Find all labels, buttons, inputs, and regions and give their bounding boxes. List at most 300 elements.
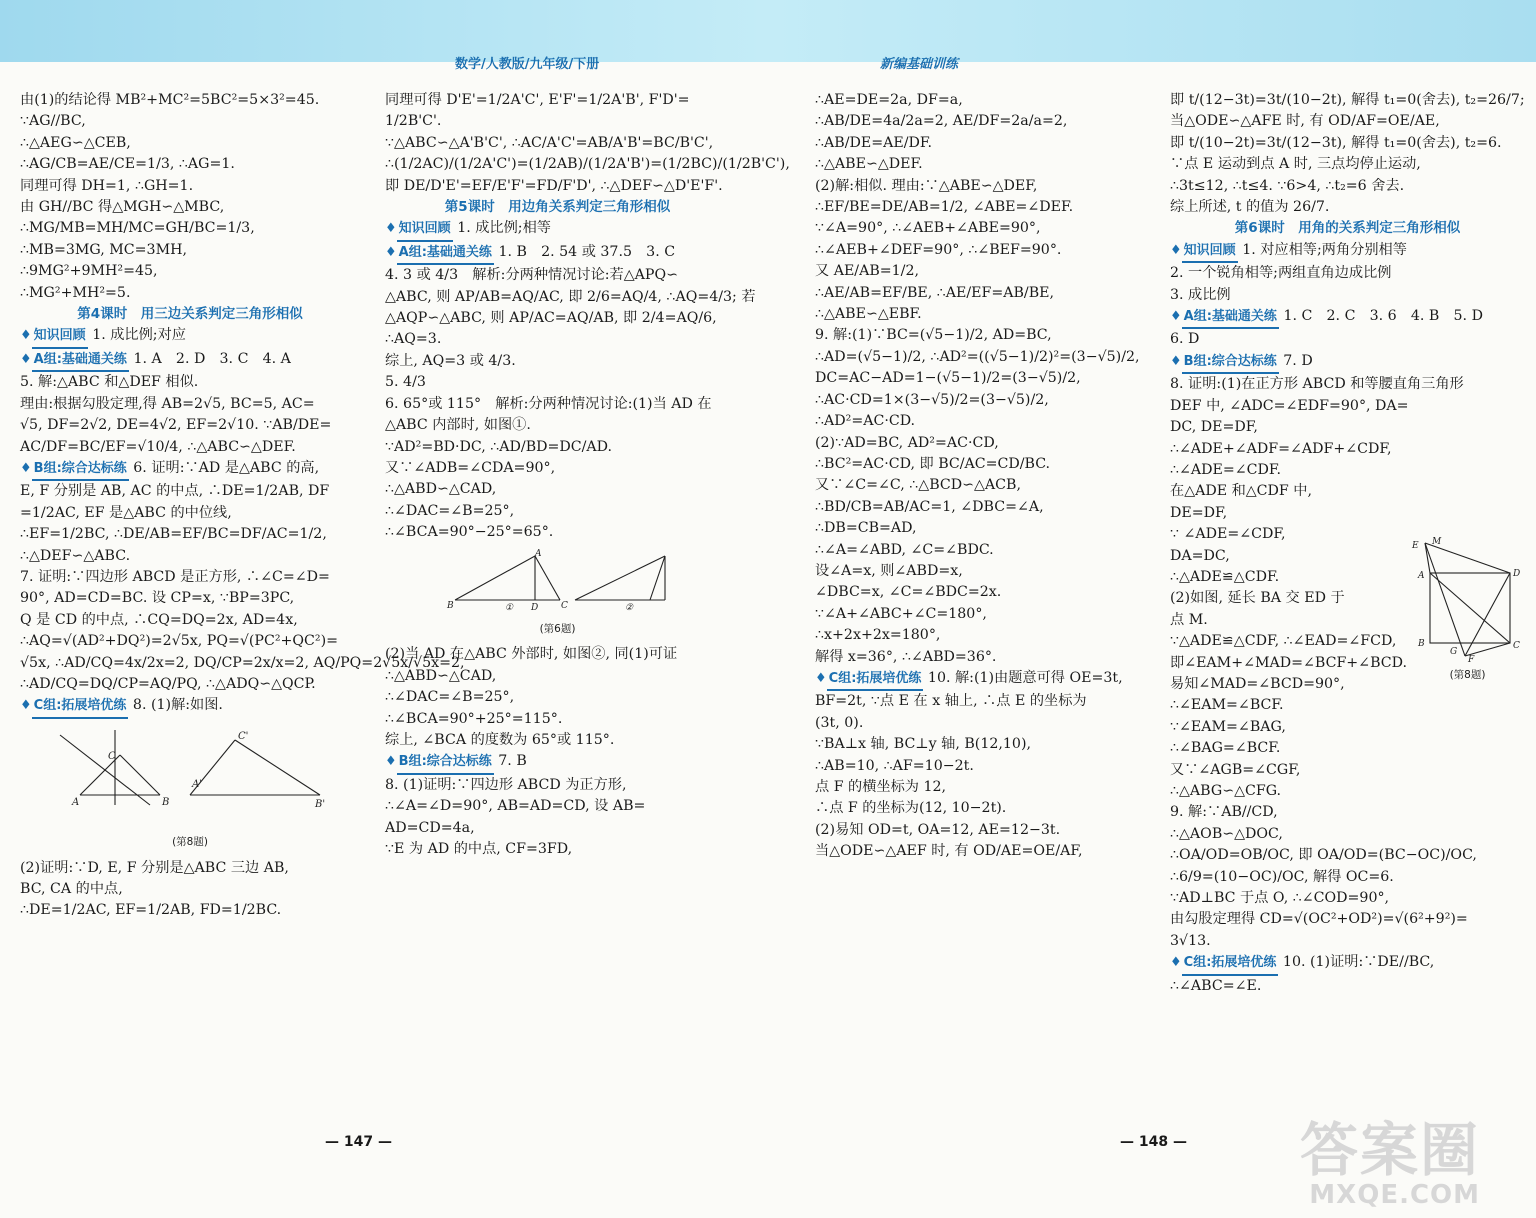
line-text: 1. 成比例;对应 <box>92 327 186 344</box>
line-text: (2)如图, 延长 BA 交 ED 于 <box>1170 590 1345 607</box>
section-tag-label: B组:综合达标练 <box>1182 351 1279 374</box>
line-text: 9. 解:∵AB//CD, <box>1170 804 1278 821</box>
figure-8b-svg <box>1410 538 1525 663</box>
col1b-line <box>20 524 360 545</box>
col3-line <box>815 197 1155 218</box>
col3-line <box>815 625 1155 646</box>
col2c-line <box>385 818 730 839</box>
line-text: 1. 对应相等;两角分别相等 <box>1242 241 1407 258</box>
col3-line <box>815 798 1155 819</box>
col4-line <box>1170 111 1525 132</box>
line-text: ∴点 F 的坐标为(12, 10−2t). <box>815 800 1007 817</box>
line-text: DEF 中, ∠ADC=∠EDF=90°, DA= <box>1170 397 1409 414</box>
col3-line <box>815 820 1155 841</box>
col4b-line <box>1170 481 1525 502</box>
column-3 <box>815 90 1155 863</box>
line-text: ∴△ABD∽△CAD, <box>385 481 497 498</box>
col2b-line <box>385 242 730 265</box>
line-text: ∴∠ABC=∠E. <box>1170 977 1262 994</box>
col3-line <box>815 347 1155 368</box>
col1-line: ∴MG/MB=MH/MC=GH/BC=1/3, <box>20 220 255 237</box>
line-text: ∴6/9=(10−OC)/OC, 解得 OC=6. <box>1170 868 1394 885</box>
col1-line: ∴MG²+MH²=5. <box>20 284 131 301</box>
col4b-line <box>1170 738 1525 759</box>
col2-line: 同理可得 D'E'=1/2A'C', E'F'=1/2A'B', F'D'= <box>385 92 690 108</box>
col4b-line <box>1170 417 1525 438</box>
line-text: 7. 证明:∵四边形 ABCD 是正方形, ∴∠C=∠D= <box>20 568 330 585</box>
fig6-label-2: D <box>531 602 539 613</box>
fig8b-label-2: A <box>1418 571 1425 581</box>
col4b-line <box>1170 306 1525 329</box>
line-text: 2. 一个锐角相等;两组直角边成比例 <box>1170 265 1392 282</box>
fig8b-label-3: D <box>1513 569 1521 579</box>
line-text: 8. (1)解:如图. <box>132 697 223 714</box>
col3-line <box>815 454 1155 475</box>
line-text: ∴3t≤12, ∴t≤4. ∵6>4, ∴t₂=6 舍去. <box>1170 177 1405 194</box>
col2-line: 1/2B'C'. <box>385 113 442 130</box>
section-tag-label: B组:综合达标练 <box>397 751 494 774</box>
col4b-line <box>1170 888 1525 909</box>
line-text: DA=DC, <box>1170 547 1230 564</box>
line-text: 5. 4/3 <box>385 374 426 391</box>
col1b-line <box>20 631 360 652</box>
figure-8-caption: (第8题) <box>172 836 208 849</box>
col3-line <box>815 304 1155 325</box>
line-text: ∴∠BCA=90°−25°=65°. <box>385 524 554 541</box>
col3-line <box>815 283 1155 304</box>
section-tag-label: C组:拓展培优练 <box>32 695 129 718</box>
col3-line <box>815 734 1155 755</box>
top-banner <box>0 0 1536 62</box>
line-text: 设∠A=x, 则∠ABD=x, <box>815 562 963 579</box>
line-text: 又∵∠AGB=∠CGF, <box>1170 761 1301 778</box>
col1b-line <box>20 588 360 609</box>
col1b-line <box>20 610 360 631</box>
col4b-line <box>1170 263 1525 284</box>
fig8b-label-4: B <box>1418 639 1425 649</box>
fig8b-label-1: M <box>1432 537 1442 547</box>
col3-line <box>815 841 1155 862</box>
line-text: (2)易知 OD=t, OA=12, AE=12−3t. <box>815 821 1061 838</box>
fig6-label-0: A <box>535 548 542 559</box>
col2b-line <box>385 308 730 329</box>
col3-line <box>815 561 1155 582</box>
col3-line <box>815 668 1155 691</box>
col2c-line <box>385 796 730 817</box>
section-tag: ♦ C组:拓展培优练 <box>815 671 923 686</box>
line-text: △ABC 内部时, 如图①. <box>385 417 531 434</box>
section-tag: ♦ 知识回顾 <box>20 328 88 343</box>
col1b-line <box>20 437 360 458</box>
col1b-line <box>20 653 465 674</box>
col2b-line <box>385 394 730 415</box>
line-text: √5x, ∴AD/CQ=4x/2x=2, DQ/CP=2x/x=2, AQ/PQ=2√5x/√5x=2, <box>20 654 465 671</box>
col3-line <box>815 691 1155 712</box>
col2c-line <box>385 666 730 687</box>
line-text: ∴AB/DE=4a/2a=2, AE/DF=2a/a=2, <box>815 113 1068 130</box>
line-text: ∴EF=1/2BC, ∴DE/AB=EF/BC=DF/AC=1/2, <box>20 526 327 543</box>
line-text: ∴OA/OD=OB/OC, 即 OA/OD=(BC−OC)/OC, <box>1170 847 1477 864</box>
line-text: ∴AB/DE=AE/DF. <box>815 134 932 151</box>
col2b-line <box>385 287 756 308</box>
line-text: ∵AD⊥BC 于点 O, ∴∠COD=90°, <box>1170 890 1390 907</box>
col4b-line <box>1170 439 1525 460</box>
line-text: 1. 成比例;相等 <box>457 220 551 237</box>
section-tag-label: 知识回顾 <box>397 218 453 241</box>
figure-6-caption: (第6题) <box>539 622 576 635</box>
line-text: ∴DB=CB=AD, <box>815 520 917 537</box>
section-tag: ♦ C组:拓展培优练 <box>1170 955 1278 970</box>
col4b-line <box>1170 824 1525 845</box>
line-text: 又∵∠ADB=∠CDA=90°, <box>385 459 556 476</box>
line-text: ∴AQ=3. <box>385 331 442 348</box>
line-text: ∴AD=(√5−1)/2, ∴AD²=((√5−1)/2)²=(3−√5)/2, <box>815 348 1140 365</box>
col3-line <box>815 777 1155 798</box>
section-tag-label: C组:拓展培优练 <box>827 668 924 691</box>
line-text: 综上, ∠BCA 的度数为 65°或 115°. <box>385 731 615 748</box>
line-text: ∵点 E 运动到点 A 时, 三点均停止运动, <box>1170 156 1421 173</box>
col3-line <box>815 111 1155 132</box>
line-text: 点 F 的横坐标为 12, <box>815 779 947 795</box>
page-number-left: — 147 — <box>325 1134 392 1150</box>
col1-line: ∴AG/CB=AE/CE=1/3, ∴AG=1. <box>20 156 235 173</box>
line-text: ∵ ∠ADE=∠CDF, <box>1170 526 1286 543</box>
col3-line <box>815 90 1155 111</box>
line-text: ∴∠BAG=∠BCF. <box>1170 740 1281 757</box>
line-text: 8. 证明:(1)在正方形 ABCD 和等腰直角三角形 <box>1170 376 1464 393</box>
fig8-label-3: A' <box>192 778 202 790</box>
col2c-line <box>385 644 730 665</box>
line-text: ∴△ABE∽△EBF. <box>815 306 922 323</box>
line-text: DC, DE=DF, <box>1170 419 1258 436</box>
col3-line <box>815 411 1155 432</box>
section-tag: ♦ A组:基础通关练 <box>1170 309 1279 324</box>
fig6-label-5: ② <box>625 602 634 613</box>
col2-line: ∵△ABC∽△A'B'C', ∴AC/A'C'=AB/A'B'=BC/B'C', <box>385 134 714 151</box>
line-text: ∴∠DAC=∠B=25°, <box>385 689 515 706</box>
line-text: ∴∠ADE=∠CDF. <box>1170 461 1282 478</box>
figure-8-svg <box>20 725 340 825</box>
line-text: ∵BA⊥x 轴, BC⊥y 轴, B(12,10), <box>815 736 1031 753</box>
line-text: ∴∠A=∠D=90°, AB=AD=CD, 设 AB= <box>385 798 646 815</box>
section-tag: ♦ B组:综合达标练 <box>20 461 129 476</box>
line-text: 综上所述, t 的值为 26/7. <box>1170 199 1330 216</box>
col2b-line <box>385 479 730 500</box>
figure-8b <box>1410 538 1525 682</box>
section-tag: ♦ 知识回顾 <box>1170 243 1238 258</box>
col4b-line <box>1170 503 1525 524</box>
section-tag-label: A组:基础通关练 <box>1182 306 1279 329</box>
line-text: 5. 解:△ABC 和△DEF 相似. <box>20 374 199 391</box>
fig8b-label-5: G <box>1450 647 1458 657</box>
section-tag-label: 知识回顾 <box>32 325 88 348</box>
line-text: 3. 成比例 <box>1170 286 1231 303</box>
col3-line <box>815 475 1155 496</box>
figure-6-svg <box>385 550 715 612</box>
line-text: ∴△AOB∽△DOC, <box>1170 825 1283 842</box>
line-text: (3t, 0). <box>815 714 864 731</box>
line-text: ∵∠EAM=∠BAG, <box>1170 718 1286 735</box>
col4b-line <box>1170 460 1525 481</box>
col2b-line <box>385 522 730 543</box>
line-text: (2)当 AD 在△ABC 外部时, 如图②, 同(1)可证 <box>385 646 678 663</box>
line-text: 10. 解:(1)由题意可得 OE=3t, <box>927 669 1123 686</box>
line-text: BF=2t, ∵点 E 在 x 轴上, ∴点 E 的坐标为 <box>815 693 1087 710</box>
col4b-line <box>1170 240 1525 263</box>
fig8b-label-6: F <box>1468 655 1475 665</box>
col4b-line <box>1170 931 1525 952</box>
col3-line <box>815 368 1155 389</box>
line-text: 7. B <box>498 753 527 770</box>
line-text: 6. 65°或 115° 解析:分两种情况讨论:(1)当 AD 在 <box>385 395 712 412</box>
fig6-label-3: C <box>561 600 568 611</box>
col1-line: 由(1)的结论得 MB²+MC²=5BC²=5×3²=45. <box>20 92 320 108</box>
fig8-label-4: B' <box>315 798 326 810</box>
line-text: ∴AE/AB=EF/BE, ∴AE/EF=AB/BE, <box>815 284 1054 301</box>
col1b-line <box>20 695 360 718</box>
line-text: ∴AD²=AC·CD. <box>815 413 916 430</box>
figure-6 <box>385 550 730 641</box>
line-text: ∴AD/CQ=DQ/CP=AQ/PQ, ∴△ADQ∽△QCP. <box>20 675 316 692</box>
line-text: ∴∠A=∠ABD, ∠C=∠BDC. <box>815 541 994 558</box>
line-text: 当△ODE∽△AFE 时, 有 OD/AF=OE/AE, <box>1170 113 1440 130</box>
col2b-line <box>385 329 730 350</box>
col1b-line <box>20 503 360 524</box>
col4b-line <box>1170 845 1525 866</box>
line-text: 9. 解:(1)∵BC=(√5−1)/2, AD=BC, <box>815 327 1052 344</box>
line-text: ∵∠A=90°, ∴∠AEB+∠ABE=90°, <box>815 220 1041 237</box>
line-text: ∵E 为 AD 的中点, CF=3FD, <box>385 841 573 857</box>
col3-line <box>815 647 1155 668</box>
col3-line <box>815 518 1155 539</box>
line-text: ∴∠ADE+∠ADF=∠ADF+∠CDF, <box>1170 440 1392 457</box>
line-text: △AQP∽△ABC, 则 AP/AC=AQ/AB, 即 2/4=AQ/6, <box>385 310 717 327</box>
col3-line <box>815 325 1155 346</box>
col1c-line: BC, CA 的中点, <box>20 881 123 897</box>
line-text: 又 AE/AB=1/2, <box>815 263 919 280</box>
col1b-line <box>20 481 360 502</box>
line-text: ∴△ADE≌△CDF. <box>1170 568 1280 585</box>
col1b-line <box>20 415 360 436</box>
line-text: 1. B 2. 54 或 37.5 3. C <box>498 243 676 260</box>
col4-line <box>1170 133 1525 154</box>
fig8-label-0: A <box>72 796 80 808</box>
col2c-line <box>385 839 730 860</box>
col2b-line <box>385 501 730 522</box>
col2b-line <box>385 265 730 286</box>
line-text: 3√13. <box>1170 932 1211 949</box>
col2c-line <box>385 775 730 796</box>
lesson-6-title: 第6课时 用角的关系判定三角形相似 <box>1234 220 1461 237</box>
line-text: ∴∠EAM=∠BCF. <box>1170 697 1284 714</box>
section-tag-label: A组:基础通关练 <box>32 349 129 372</box>
col4b-line <box>1170 760 1525 781</box>
lesson-5-title: 第5课时 用边角关系判定三角形相似 <box>444 199 671 216</box>
line-text: 6. 证明:∵AD 是△ABC 的高, <box>133 459 320 476</box>
line-text: (2)∵AD=BC, AD²=AC·CD, <box>815 434 999 451</box>
line-text: E, F 分别是 AB, AC 的中点, ∴DE=1/2AB, DF <box>20 483 330 500</box>
line-text: 1. C 2. C 3. 6 4. B 5. D <box>1283 308 1483 325</box>
col4-line <box>1170 197 1525 218</box>
line-text: Q 是 CD 的中点, ∴CQ=DQ=2x, AD=4x, <box>20 611 298 628</box>
col3-line <box>815 582 1155 603</box>
line-text: ∵△ADE≌△CDF, ∴∠EAD=∠FCD, <box>1170 633 1397 650</box>
watermark-text: 答案圈 <box>1300 1116 1481 1184</box>
col1c-line: ∴DE=1/2AC, EF=1/2AB, FD=1/2BC. <box>20 902 282 919</box>
line-text: ∴△ABG∽△CFG. <box>1170 783 1282 799</box>
line-text: 即 t/(10−2t)=3t/(12−3t), 解得 t₁=0(舍去), t₂=6. <box>1170 134 1502 151</box>
fig8-label-5: C' <box>238 730 249 742</box>
col4b-line <box>1170 802 1525 823</box>
col1b-line <box>20 372 360 393</box>
col1-line: ∴MB=3MG, MC=3MH, <box>20 241 187 258</box>
col1b-line <box>20 458 360 481</box>
col2b-line <box>385 437 730 458</box>
line-text: =1/2AC, EF 是△ABC 的中位线, <box>20 504 232 521</box>
line-text: ∴EF/BE=DE/AB=1/2, ∠ABE=∠DEF. <box>815 199 1074 216</box>
line-text: 由勾股定理得 CD=√(OC²+OD²)=√(6²+9²)= <box>1170 911 1468 928</box>
col2c-line <box>385 730 730 751</box>
column-2 <box>385 90 790 860</box>
line-text: 10. (1)证明:∵DE//BC, <box>1282 954 1435 971</box>
col4b-line <box>1170 909 1525 930</box>
line-text: △ABC, 则 AP/AB=AQ/AC, 即 2/6=AQ/4, ∴AQ=4/3; 若 <box>385 288 756 305</box>
section-tag-label: 知识回顾 <box>1182 240 1238 263</box>
line-text: 理由:根据勾股定理,得 AB=2√5, BC=5, AC= <box>20 395 315 412</box>
col3-line <box>815 433 1155 454</box>
page-number-right: — 148 — <box>1120 1134 1187 1150</box>
line-text: √5, DF=2√2, DE=4√2, EF=2√10. ∵AB/DE= <box>20 417 332 434</box>
line-text: ∠DBC=x, ∠C=∠BDC=2x. <box>815 584 1002 601</box>
fig8b-label-0: E <box>1412 541 1419 551</box>
section-tag: ♦ A组:基础通关练 <box>20 352 129 367</box>
line-text: ∴AQ=√(AD²+DQ²)=2√5x, PQ=√(PC²+QC²)= <box>20 633 339 650</box>
section-tag-label: A组:基础通关练 <box>397 242 494 265</box>
col4b-line <box>1170 695 1525 716</box>
col4b-line <box>1170 717 1525 738</box>
section-tag: ♦ C组:拓展培优练 <box>20 698 128 713</box>
line-text: ∴AB=10, ∴AF=10−2t. <box>815 757 974 774</box>
figure-8b-caption: (第8题) <box>1449 669 1486 681</box>
line-text: ∴△ABE∽△DEF. <box>815 156 923 173</box>
line-text: 即∠EAM+∠MAD=∠BCF+∠BCD. <box>1170 654 1407 671</box>
col2b-line <box>385 415 730 436</box>
col1b-line <box>20 349 360 372</box>
line-text: ∴x+2x+2x=180°, <box>815 627 941 644</box>
col2b-line <box>385 351 730 372</box>
line-text: 6. D <box>1170 331 1200 348</box>
col4-line <box>1170 154 1525 175</box>
line-text: 当△ODE∽△AEF 时, 有 OD/AE=OE/AF, <box>815 843 1083 860</box>
line-text: ∴BD/CB=AB/AC=1, ∠DBC=∠A, <box>815 498 1044 515</box>
col3-line <box>815 154 1155 175</box>
col3-line <box>815 604 1155 625</box>
line-text: ∴BC²=AC·CD, 即 BC/AC=CD/BC. <box>815 455 1051 472</box>
col3-line <box>815 218 1155 239</box>
col4b-line <box>1170 374 1525 395</box>
col2b-line <box>385 458 730 479</box>
col1-line: ∴△AEG∽△CEB, <box>20 134 131 151</box>
section-tag: ♦ B组:综合达标练 <box>385 754 494 769</box>
line-text: 综上, AQ=3 或 4/3. <box>385 352 516 369</box>
line-text: 8. (1)证明:∵四边形 ABCD 为正方形, <box>385 776 627 793</box>
col1-line: ∵AG//BC, <box>20 113 86 130</box>
fig6-label-4: ① <box>505 602 514 613</box>
col1b-line <box>20 674 360 695</box>
col3-line <box>815 133 1155 154</box>
col2-line: ∴(1/2AC)/(1/2A'C')=(1/2AB)/(1/2A'B')=(1/2BC)/(1/2B'C'), <box>385 156 790 173</box>
line-text: ∴△ABD∽△CAD, <box>385 667 497 684</box>
header-subject: 数学/人教版/九年级/下册 <box>455 57 600 72</box>
col4b-line <box>1170 285 1525 306</box>
line-text: 1. A 2. D 3. C 4. A <box>133 350 291 367</box>
line-text: 解得 x=36°, ∴∠ABD=36°. <box>815 648 997 665</box>
col2-line: 即 DE/D'E'=EF/E'F'=FD/F'D', ∴△DEF∽△D'E'F'. <box>385 177 723 194</box>
col2b-line <box>385 372 730 393</box>
line-text: ∵∠A+∠ABC+∠C=180°, <box>815 605 987 622</box>
col3-line <box>815 390 1155 411</box>
line-text: 4. 3 或 4/3 解析:分两种情况讨论:若△APQ∽ <box>385 267 678 284</box>
line-text: ∴∠AEB+∠DEF=90°, ∴∠BEF=90°. <box>815 241 1062 258</box>
col4b-line <box>1170 329 1525 350</box>
col3-line <box>815 756 1155 777</box>
line-text: 在△ADE 和△CDF 中, <box>1170 483 1312 500</box>
col3-line <box>815 497 1155 518</box>
section-tag-label: C组:拓展培优练 <box>1182 952 1279 975</box>
line-text: AD=CD=4a, <box>385 819 475 836</box>
col3-line <box>815 261 1155 282</box>
col1-line: 由 GH//BC 得△MGH∽△MBC, <box>20 199 225 216</box>
col1b-line <box>20 546 360 567</box>
line-text: ∴∠BCA=90°+25°=115°. <box>385 710 563 727</box>
fig8-label-1: B <box>162 796 170 808</box>
col4b-line <box>1170 952 1525 975</box>
col4-line <box>1170 90 1525 111</box>
col3-line <box>815 240 1155 261</box>
line-text: 90°, AD=CD=BC. 设 CP=x, ∵BP=3PC, <box>20 590 295 607</box>
line-text: ∴△DEF∽△ABC. <box>20 547 131 564</box>
line-text: ∴∠DAC=∠B=25°, <box>385 502 515 519</box>
watermark-url: MXQE.COM <box>1309 1180 1481 1210</box>
line-text: (2)解:相似. 理由:∵△ABE∽△DEF, <box>815 177 1038 194</box>
fig8b-label-7: C <box>1513 641 1520 651</box>
header-series: 新编基础训练 <box>880 57 959 72</box>
col1b-line <box>20 394 360 415</box>
col3-line <box>815 540 1155 561</box>
col1-line: ∴9MG²+9MH²=45, <box>20 263 158 280</box>
col4b-line <box>1170 351 1525 374</box>
line-text: ∴AE=DE=2a, DF=a, <box>815 92 963 108</box>
col4b-line <box>1170 396 1525 417</box>
col4b-line <box>1170 781 1525 802</box>
watermark <box>1300 1116 1481 1210</box>
line-text: ∵AD²=BD·DC, ∴AD/BD=DC/AD. <box>385 438 613 455</box>
col1b-line <box>20 567 360 588</box>
line-text: 即 t/(12−3t)=3t/(10−2t), 解得 t₁=0(舍去), t₂=26/7; <box>1170 92 1525 108</box>
col3-line <box>815 176 1155 197</box>
fig6-label-1: B <box>447 600 454 611</box>
col4-line <box>1170 176 1525 197</box>
col2b-line <box>385 218 730 241</box>
lesson-4-title: 第4课时 用三边关系判定三角形相似 <box>77 306 303 323</box>
line-text: DE=DF, <box>1170 504 1228 521</box>
col4b-line <box>1170 976 1525 997</box>
line-text: 易知∠MAD=∠BCD=90°, <box>1170 675 1345 692</box>
section-tag-label: B组:综合达标练 <box>32 458 129 481</box>
col2c-line <box>385 709 730 730</box>
line-text: ∴AC·CD=1×(3−√5)/2=(3−√5)/2, <box>815 391 1049 408</box>
col1c-line: (2)证明:∵D, E, F 分别是△ABC 三边 AB, <box>20 859 289 876</box>
